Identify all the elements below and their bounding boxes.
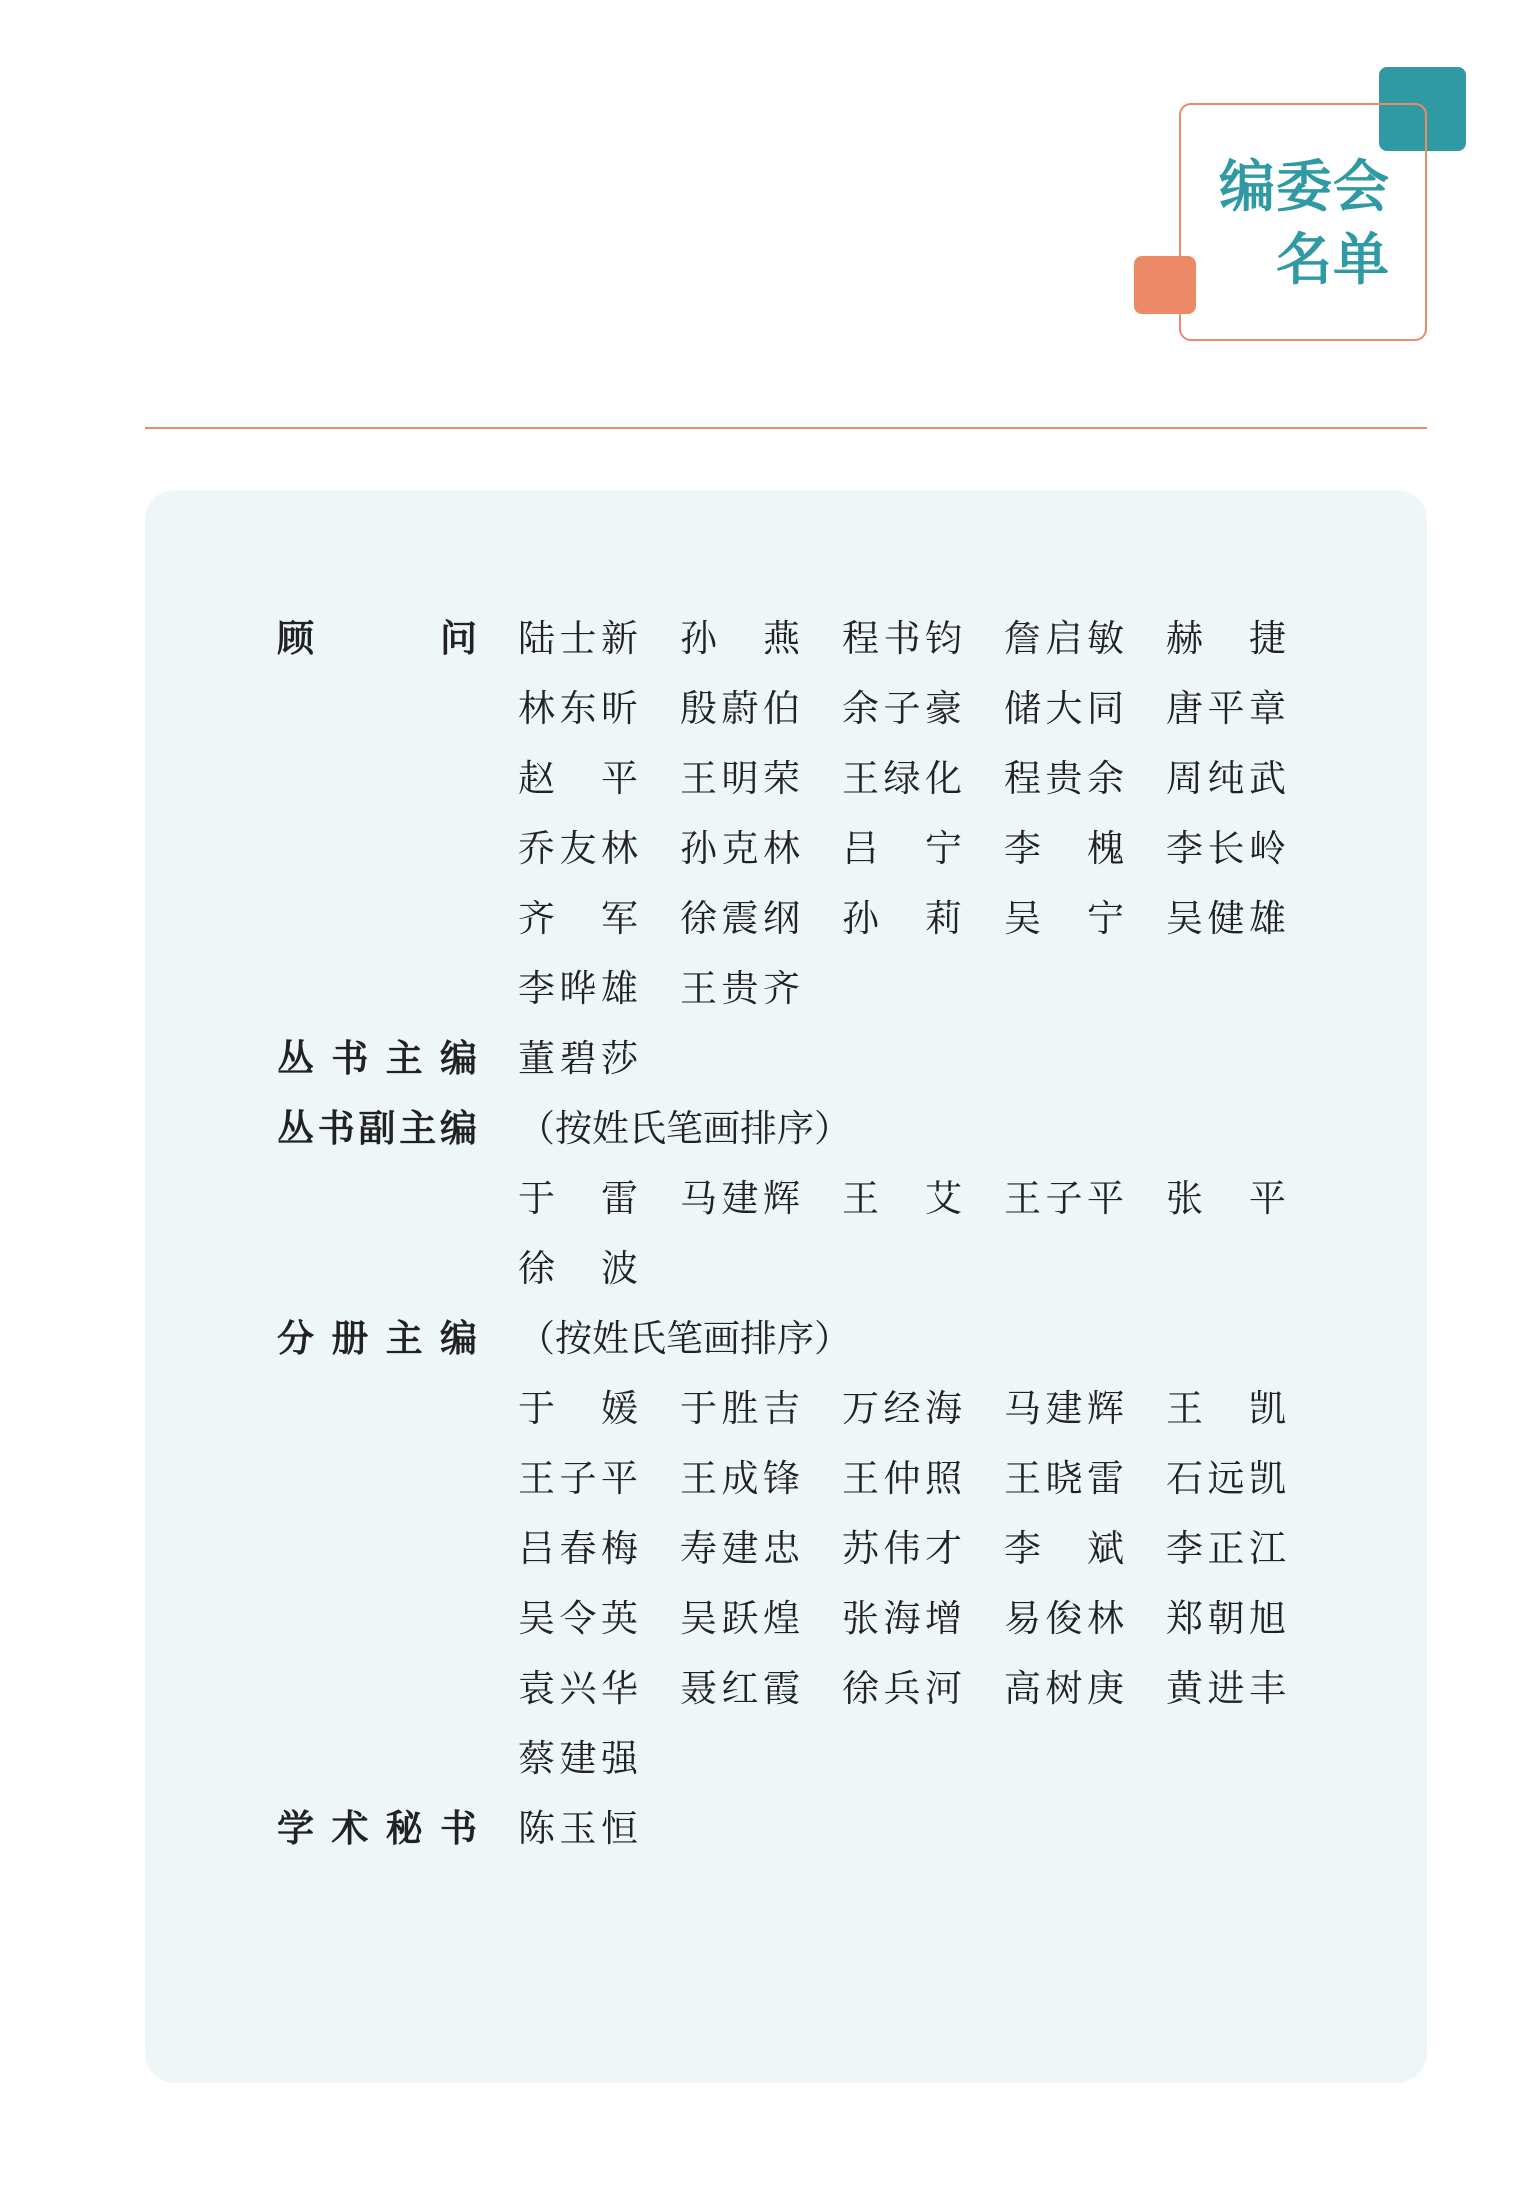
member-name: 陈 玉 恒 <box>518 1807 638 1850</box>
list-row <box>0 1790 1536 1860</box>
member-name: 蔡 建 强 <box>518 1737 638 1780</box>
member-name: 程 书 钧 <box>842 617 962 660</box>
member-name: 郑 朝 旭 <box>1166 1597 1286 1640</box>
member-name: 王 艾 <box>842 1177 962 1220</box>
list-row <box>0 1230 1536 1300</box>
member-name: 赵 平 <box>518 757 638 800</box>
member-name: 王 仲 照 <box>842 1457 962 1500</box>
role-label: 顾 问 <box>277 616 477 660</box>
role-label: 学 术 秘 书 <box>277 1806 477 1850</box>
list-row <box>0 1580 1536 1650</box>
member-name: 李 长 岭 <box>1166 827 1286 870</box>
member-name: 李 斌 <box>1004 1527 1124 1570</box>
member-name: 吴 令 英 <box>518 1597 638 1640</box>
member-name: 陆 士 新 <box>518 617 638 660</box>
member-name: 唐 平 章 <box>1166 687 1286 730</box>
member-name: 程 贵 余 <box>1004 757 1124 800</box>
member-name: 高 树 庚 <box>1004 1667 1124 1710</box>
member-name: 殷 蔚 伯 <box>680 687 800 730</box>
member-name: 李 晔 雄 <box>518 967 638 1010</box>
member-name: 万 经 海 <box>842 1387 962 1430</box>
list-row <box>0 1440 1536 1510</box>
header-divider <box>145 427 1427 429</box>
role-label: 分 册 主 编 <box>277 1316 477 1360</box>
list-row <box>0 1300 1536 1370</box>
member-name: 赫 捷 <box>1166 617 1286 660</box>
list-row <box>0 1650 1536 1720</box>
member-name: 徐 兵 河 <box>842 1667 962 1710</box>
role-label: 丛 书 主 编 <box>277 1036 477 1080</box>
page-title-line-2: 名单 <box>1276 228 1390 293</box>
member-name: 李 槐 <box>1004 827 1124 870</box>
member-name: 袁 兴 华 <box>518 1667 638 1710</box>
member-name: 徐 震 纲 <box>680 897 800 940</box>
member-name: 王 贵 齐 <box>680 967 800 1010</box>
role-label: 丛 书 副 主 编 <box>277 1106 477 1150</box>
member-name: 吴 健 雄 <box>1166 897 1286 940</box>
list-row <box>0 880 1536 950</box>
member-name: 周 纯 武 <box>1166 757 1286 800</box>
list-row <box>0 600 1536 670</box>
title-badge-orange-square <box>1134 256 1196 314</box>
member-name: 徐 波 <box>518 1247 638 1290</box>
member-name: 王 子 平 <box>1004 1177 1124 1220</box>
list-row <box>0 1720 1536 1790</box>
member-name: 王 晓 雷 <box>1004 1457 1124 1500</box>
member-name: 马 建 辉 <box>1004 1387 1124 1430</box>
member-name: 孙 克 林 <box>680 827 800 870</box>
member-name: 王 成 锋 <box>680 1457 800 1500</box>
member-name: 黄 进 丰 <box>1166 1667 1286 1710</box>
member-name: 马 建 辉 <box>680 1177 800 1220</box>
member-name: 聂 红 霞 <box>680 1667 800 1710</box>
member-name: 孙 莉 <box>842 897 962 940</box>
member-name: 吴 跃 煌 <box>680 1597 800 1640</box>
member-name: 吴 宁 <box>1004 897 1124 940</box>
member-name: 王 凯 <box>1166 1387 1286 1430</box>
list-row <box>0 1090 1536 1160</box>
sort-note: （按姓氏笔画排序） <box>518 1317 851 1360</box>
list-row <box>0 950 1536 1020</box>
member-name: 寿 建 忠 <box>680 1527 800 1570</box>
list-row <box>0 1510 1536 1580</box>
member-name: 苏 伟 才 <box>842 1527 962 1570</box>
member-name: 林 东 昕 <box>518 687 638 730</box>
member-name: 董 碧 莎 <box>518 1037 638 1080</box>
member-name: 于 胜 吉 <box>680 1387 800 1430</box>
member-name: 张 海 增 <box>842 1597 962 1640</box>
member-name: 吕 春 梅 <box>518 1527 638 1570</box>
list-row <box>0 670 1536 740</box>
member-name: 乔 友 林 <box>518 827 638 870</box>
member-name: 于 雷 <box>518 1177 638 1220</box>
title-badge-frame <box>1179 103 1427 341</box>
member-name: 王 绿 化 <box>842 757 962 800</box>
member-name: 张 平 <box>1166 1177 1286 1220</box>
member-name: 李 正 江 <box>1166 1527 1286 1570</box>
page-title-line-1: 编委会 <box>1219 155 1390 220</box>
member-name: 于 媛 <box>518 1387 638 1430</box>
list-row <box>0 1370 1536 1440</box>
member-name: 余 子 豪 <box>842 687 962 730</box>
member-name: 吕 宁 <box>842 827 962 870</box>
member-name: 储 大 同 <box>1004 687 1124 730</box>
member-name: 王 子 平 <box>518 1457 638 1500</box>
list-row <box>0 810 1536 880</box>
member-name: 易 俊 林 <box>1004 1597 1124 1640</box>
list-row <box>0 1160 1536 1230</box>
member-name: 詹 启 敏 <box>1004 617 1124 660</box>
member-name: 齐 军 <box>518 897 638 940</box>
member-name: 孙 燕 <box>680 617 800 660</box>
sort-note: （按姓氏笔画排序） <box>518 1107 851 1150</box>
list-row <box>0 1020 1536 1090</box>
list-row <box>0 740 1536 810</box>
member-name: 石 远 凯 <box>1166 1457 1286 1500</box>
member-name: 王 明 荣 <box>680 757 800 800</box>
